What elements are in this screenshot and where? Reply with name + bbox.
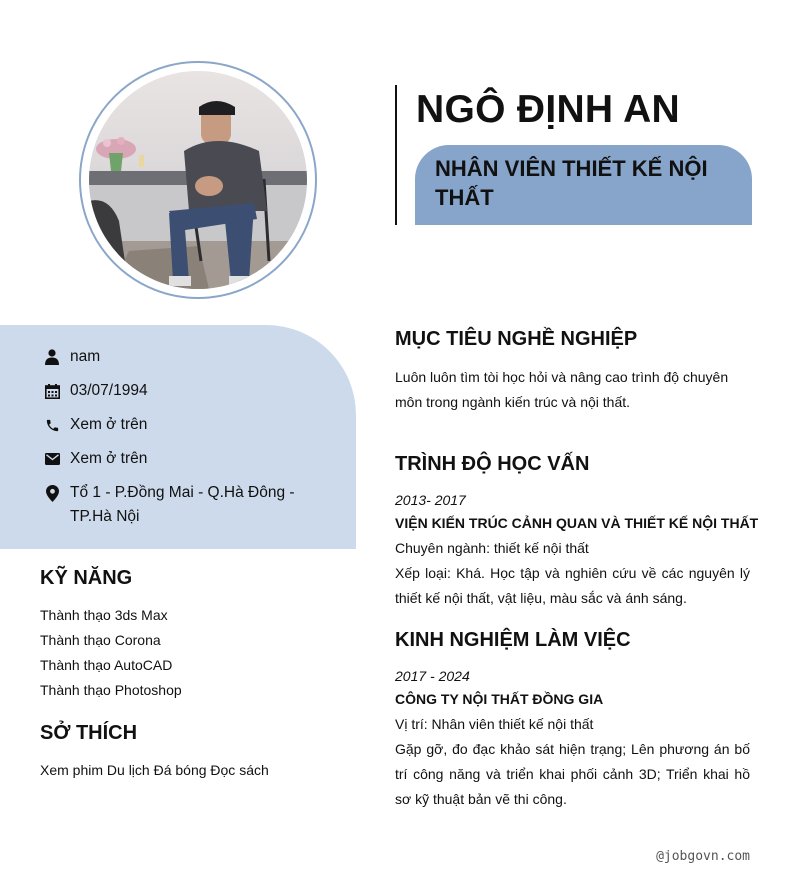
contact-text: Xem ở trên	[70, 450, 148, 467]
person-icon	[44, 345, 60, 369]
education-period: 2013- 2017	[395, 492, 466, 508]
contact-text: Tổ 1 - P.Đồng Mai - Q.Hà Đông - TP.Hà Nội	[70, 484, 295, 525]
contact-text: 03/07/1994	[70, 382, 148, 399]
job-title-badge	[415, 145, 752, 225]
skill-item: Thành thạo AutoCAD	[40, 657, 173, 673]
candidate-name: NGÔ ĐỊNH AN	[416, 88, 681, 131]
education-major: Chuyên ngành: thiết kế nội thất	[395, 540, 589, 556]
contact-email	[44, 447, 310, 471]
contact-address	[44, 481, 310, 529]
watermark: @jobgovn.com	[656, 849, 750, 864]
contact-text: Xem ở trên	[70, 416, 148, 433]
skill-item: Thành thạo Corona	[40, 632, 161, 648]
profile-photo	[89, 71, 307, 289]
experience-company: CÔNG TY NỘI THẤT ĐỒNG GIA	[395, 691, 604, 707]
profile-photo-illustration	[89, 71, 307, 289]
hobbies-text: Xem phim Du lịch Đá bóng Đọc sách	[40, 762, 269, 778]
calendar-icon	[44, 379, 60, 403]
name-block	[395, 85, 752, 225]
contact-gender	[44, 345, 310, 369]
job-title: NHÂN VIÊN THIẾT KẾ NỘI THẤT	[435, 156, 708, 210]
experience-period: 2017 - 2024	[395, 668, 470, 684]
location-pin-icon	[44, 481, 60, 505]
skill-item: Thành thạo 3ds Max	[40, 607, 168, 623]
experience-position: Vị trí: Nhân viên thiết kế nội thất	[395, 716, 594, 732]
contact-birthday	[44, 379, 310, 403]
education-details: Xếp loại: Khá. Học tập và nghiên cứu về các nguyên lý thiết kế nội thất, vật liệu, màu sắc và ánh sáng.	[395, 565, 750, 606]
contact-text: nam	[70, 348, 101, 365]
contact-phone	[44, 413, 310, 437]
education-title: TRÌNH ĐỘ HỌC VẤN	[395, 453, 590, 475]
skill-item: Thành thạo Photoshop	[40, 682, 182, 698]
education-school: VIỆN KIẾN TRÚC CẢNH QUAN VÀ THIẾT KẾ NỘI THẤT	[395, 515, 759, 531]
skills-title: KỸ NĂNG	[40, 567, 133, 589]
hobbies-title: SỞ THÍCH	[40, 722, 138, 744]
mail-icon	[44, 447, 60, 471]
objective-text: Luôn luôn tìm tòi học hỏi và nâng cao trình độ chuyên môn trong ngành kiến trúc và nội thất.	[395, 369, 729, 410]
objective-title: MỤC TIÊU NGHỀ NGHIỆP	[395, 328, 638, 350]
experience-title: KINH NGHIỆM LÀM VIỆC	[395, 629, 631, 651]
phone-icon	[44, 413, 60, 437]
experience-details: Gặp gỡ, đo đạc khảo sát hiện trạng; Lên phương án bố trí công năng và triển khai phối cảnh 3D; Triển khai hồ sơ kỹ thuật bản vẽ thi công.	[395, 741, 750, 807]
